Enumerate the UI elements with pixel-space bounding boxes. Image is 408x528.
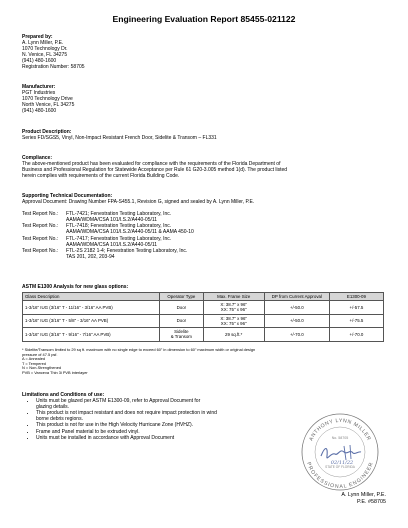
prepared-by-heading: Prepared by:	[22, 34, 53, 40]
table-cell: X: 38.7" x 96" XX: 75" x 96"	[203, 301, 264, 315]
table-cell: +/-50.0	[264, 314, 329, 328]
seal-title-text: PROFESSIONAL ENGINEER	[304, 461, 376, 491]
test-report-label: Test Report No.:	[22, 211, 59, 218]
prepared-by-line: N. Venice, FL 34275	[22, 52, 68, 59]
column-header: Glass Description	[23, 293, 160, 301]
test-report-value: FTL-2S 2182 1-4; Fenestration Testing Laboratory, Inc.	[66, 247, 188, 254]
seal-state-text: STATE OF FLORIDA	[325, 465, 355, 469]
manufacturer-line: (941) 480-1600	[22, 108, 57, 115]
column-header: Max. Frame Size	[203, 293, 264, 301]
table-cell: 1-3/16" IUG (3/16" T - 11/16" - 3/16" AA PVB)	[23, 301, 160, 315]
table-cell: +/-75.5	[329, 314, 383, 328]
list-item-text: glazing details.	[36, 404, 70, 411]
engineer-number: P.E. #58705	[357, 498, 386, 505]
table-cell: X: 38.7" x 96" XX: 75" x 96"	[203, 314, 264, 328]
supporting-heading: Supporting Technical Documentation:	[22, 193, 113, 199]
list-item	[36, 435, 322, 441]
list-item-text: Frame and Panel material to be extruded vinyl.	[36, 428, 140, 435]
table-row	[23, 301, 384, 315]
test-report-value: FTL-7418; Fenestration Testing Laboratory, Inc.	[66, 223, 172, 230]
table-cell: 1-3/16" IUG (3/16" T - 9/16" - 7/16" AA PVB)	[23, 328, 160, 342]
supporting-docs-block	[22, 193, 388, 260]
list-item-text: This product is not for use in the High Velocity Hurricane Zone (HVHZ).	[36, 422, 194, 429]
list-item-text: borne debris regions.	[36, 416, 83, 423]
table-header-row	[23, 293, 384, 301]
manufacturer-line: North Venice, FL 34275	[22, 102, 75, 109]
engineer-signature-block	[341, 492, 386, 506]
note-line: pressure of 47.5 psf.	[22, 351, 58, 357]
manufacturer-heading: Manufacturer:	[22, 84, 56, 90]
list-item	[36, 410, 322, 422]
test-report-row	[22, 254, 388, 260]
manufacturer-line: PGT Industries	[22, 90, 56, 97]
limitations-list	[22, 398, 322, 441]
table-cell: +/-70.0	[264, 328, 329, 342]
manufacturer-line: 1070 Technology Drive	[22, 96, 73, 103]
table-cell: 29 sq.ft.*	[203, 328, 264, 342]
table-cell: Sidelite & Transom	[160, 328, 203, 342]
table-cell: +/-57.5	[329, 301, 383, 315]
prepared-by-line: Registration Number: 58705	[22, 64, 85, 71]
glass-table-heading	[22, 284, 388, 290]
engineer-seal-stamp	[300, 412, 380, 492]
column-header: DP from Current Approval	[264, 293, 329, 301]
list-item-text: Units must be glazed per ASTM E1300-09, refer to Approval Document for	[36, 398, 201, 405]
table-row	[23, 328, 384, 342]
test-report-label: Test Report No.:	[22, 235, 59, 242]
table-cell: +/-50.0	[264, 301, 329, 315]
report-title: Engineering Evaluation Report 85455-021122	[112, 14, 296, 24]
test-report-value: TAS 201, 202, 203-94	[66, 253, 115, 260]
prepared-by-line: 1070 Technology Dr.	[22, 46, 68, 53]
glass-analysis-table	[22, 292, 384, 342]
product-heading: Product Description:	[22, 129, 72, 135]
list-item	[36, 398, 322, 410]
test-report-label: Test Report No.:	[22, 247, 59, 254]
prepared-by-block	[22, 34, 388, 71]
test-report-label: Test Report No.:	[22, 223, 59, 230]
prepared-by-line: A. Lynn Miller, P.E.	[22, 40, 64, 47]
handwritten-signature	[321, 449, 361, 458]
note-line: T = Tempered	[22, 360, 46, 366]
limitations-block	[22, 392, 322, 441]
list-item-text: Units must be installed in accordance with Approval Document	[36, 434, 175, 441]
compliance-line: herein complies with requirements of the current Florida Building Code.	[22, 173, 180, 180]
engineer-name: A. Lynn Miller, P.E.	[341, 492, 386, 498]
column-header: Operator Type	[160, 293, 203, 301]
prepared-by-line: (941) 480-1600	[22, 58, 57, 65]
note-line: N = Non-Strengthened	[22, 365, 62, 371]
compliance-line: Business and Professional Regulation for Statewide Acceptance per Rule 61 G20-3.005 method 1(d). The product listed	[22, 167, 288, 174]
table-cell: +/-70.0	[329, 328, 383, 342]
seal-name-text: ANTHONY LYNN MILLER	[308, 417, 372, 442]
note-line: PVB = Vanceva Thin 3i PVB interlayer	[22, 369, 88, 375]
note-line: * Sidelite/Transom limited to 29 sq ft. maximum with no single edge to exceed 60" in dimension to 60" maximum width or original design	[22, 347, 256, 352]
compliance-heading: Compliance:	[22, 155, 53, 161]
table-cell: Door	[160, 314, 203, 328]
table-row	[23, 314, 384, 328]
product-block	[22, 129, 388, 141]
product-text: Series FD/SGS5, Vinyl, Non-Impact Resistant French Door, Sidelite & Transom – FL331	[22, 135, 217, 142]
test-report-value: FTL-7417; Fenestration Testing Laboratory, Inc.	[66, 235, 172, 242]
column-header: E1300-09	[329, 293, 383, 301]
approval-document-line: Approval Document: Drawing Number FPA-S455.1, Revision G, signed and sealed by A. Lynn Miller, P.E.	[22, 199, 255, 206]
seal-license-number: No. 58705	[331, 436, 349, 440]
seal-date: 02/11/22	[330, 460, 354, 466]
glass-table-heading-text: ASTM E1300 Analysis for new glass options:	[22, 284, 129, 290]
note-line: A = Annealed	[22, 356, 46, 362]
test-report-value: AAMA/WDMA/CSA 101/I.S.2/A440-05/11	[66, 241, 158, 248]
limitations-heading: Limitations and Conditions of use:	[22, 392, 105, 398]
compliance-block	[22, 155, 388, 179]
manufacturer-block	[22, 84, 388, 114]
table-notes	[22, 348, 322, 376]
table-cell: 1-3/16" IUG (3/16" T - 5/8" - 3/16" AA PVB)	[23, 314, 160, 328]
table-cell: Door	[160, 301, 203, 315]
compliance-line: The above-mentioned product has been evaluated for compliance with the requirements of the Florida Department of	[22, 161, 281, 168]
test-report-value: FTL-7421; Fenestration Testing Laboratory, Inc.	[66, 211, 172, 218]
list-item-text: This product is not impact resistant and does not require impact protection in wind	[36, 410, 217, 417]
test-report-value: AAMA/WDMA/CSA 101/I.S.2/A440-05/11 & AAMA 450-10	[66, 229, 194, 236]
test-report-value: AAMA/WDMA/CSA 101/I.S.2/A440-05/11	[66, 217, 158, 224]
